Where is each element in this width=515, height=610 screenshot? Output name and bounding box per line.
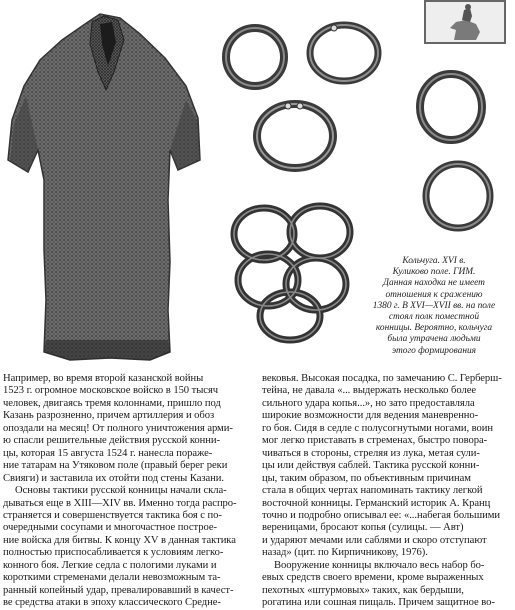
text-line: назад» (цит. по Кирпичникову, 1976).	[262, 547, 428, 559]
text-line: страняется и совершенствуется тактика боя с по-	[3, 509, 222, 521]
text-line: цы или действуя саблей. Тактика русской конни-	[262, 460, 480, 472]
text-line: цы, которая 15 августа 1524 г. нанесла пораже-	[3, 447, 213, 459]
text-line: восточной конницы. Германский историк А. Кранц	[262, 497, 491, 509]
figure-caption	[360, 256, 508, 357]
text-line: рогатина или сошная пищаль. Причем защитное во-	[262, 597, 495, 609]
text-line: опоздали на месяц! От полного уничтожения арми-	[3, 422, 233, 434]
text-line: пехотных «штурмовых» таких, как бердыши,	[262, 584, 464, 596]
caption-line: была утрачена людьми	[387, 334, 481, 345]
text-line: стала в общих чертах напоминать тактику легкой	[262, 485, 483, 497]
chain-mail-shirt-photo	[0, 0, 205, 370]
left-text-column	[3, 373, 253, 610]
caption-line: отношения к сражению	[385, 289, 483, 300]
text-line: вереницами, бросают копья (сулицы. — Авт)	[262, 522, 464, 534]
text-line: очередными сосупами и многочастное построе-	[3, 522, 218, 534]
caption-line: 1380 г. В XVI—XVII вв. на поле	[372, 300, 496, 311]
text-line: го боя. Сидя в седле с полусогнутыми ногами, воин	[262, 422, 494, 434]
text-line: чиваться в стороны, стреляя из лука, метая сули-	[262, 447, 480, 459]
caption-line: этого формирования	[391, 345, 477, 356]
text-line: ве средства атаки в эпоху классического Средне-	[3, 597, 221, 609]
text-line: цы, таким образом, по объективным причинам	[262, 472, 471, 484]
iron-ring-1	[220, 20, 290, 92]
right-text-column	[262, 373, 507, 610]
iron-ring-5	[420, 158, 496, 234]
text-line: человек, двигаясь тремя колоннами, пришло под	[3, 397, 221, 409]
text-line: короткими стременами делали невозможным та-	[3, 572, 221, 584]
text-line: дываться еще в XIII—XIV вв. Именно тогда распро-	[3, 497, 237, 509]
caption-line: стоял полк поместной	[388, 312, 480, 323]
text-line: Вооружение конницы включало весь набор бо-	[274, 559, 485, 571]
text-line: точно и подробно описывал ее: «...набегая большими	[262, 509, 500, 521]
text-line: Основы тактики русской конницы начали скла-	[15, 485, 227, 497]
interlinked-rings	[224, 200, 360, 344]
iron-ring-2	[304, 18, 384, 88]
text-line: Свияги) и заставила их отойти под стены Казани.	[3, 472, 224, 484]
text-line: ние татарам на Утяковом поле (правый берег реки	[3, 460, 228, 472]
caption-line: Данная находка не имеет	[383, 278, 485, 289]
text-line: ние войска для битвы. К концу XV в данная тактика	[3, 534, 236, 546]
text-line: и ударяют мечами или саблями и скоро отступают	[262, 534, 487, 546]
text-line: конного боя. Легкие седла с пологими луками и	[3, 559, 217, 571]
text-line: полностью приспосабливается к условиям легко-	[3, 547, 224, 559]
horseman-thumbnail	[424, 0, 506, 44]
text-line: ранный копейный удар, превалировавший в качест-	[3, 584, 234, 596]
caption-line: Кольчуга. XVI в.	[402, 256, 466, 266]
text-line: вековья. Высокая посадка, по замечанию С. Герберш-	[262, 373, 502, 384]
text-line: широкие возможности для ведения маневренно-	[262, 410, 479, 422]
text-line: евых средств своего времени, кроме выраженных	[262, 572, 484, 584]
horseman-icon	[426, 2, 504, 42]
text-line: ю спасли решительные действия русской конни-	[3, 435, 220, 447]
iron-ring-4	[414, 68, 488, 146]
text-line: сильного удара копья...», но зато предоставляла	[262, 397, 475, 409]
text-line: 1523 г. огромное московское войско в 150 тысяч	[3, 385, 219, 397]
text-line: тейна, не давала «... выдержать несколько более	[262, 385, 476, 397]
text-line: Казань разрозненно, причем артиллерия и обоз	[3, 410, 215, 422]
caption-line: Куликово поле. ГИМ.	[392, 267, 476, 278]
text-line: мог легко приставать в стременах, быстро повора-	[262, 435, 488, 447]
iron-ring-3	[250, 96, 340, 174]
caption-line: конницы. Вероятно, кольчуга	[375, 323, 493, 334]
text-line: Например, во время второй казанской войны	[3, 373, 204, 384]
